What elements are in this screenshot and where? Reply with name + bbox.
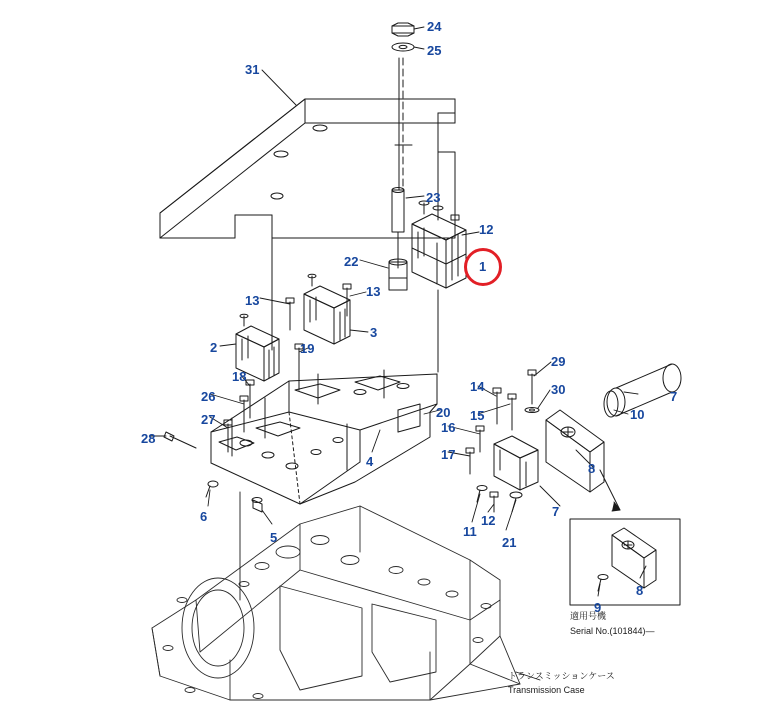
part-1-valve-assembly xyxy=(412,201,466,288)
part-8-filter-inset xyxy=(612,528,656,588)
callout-2: 2 xyxy=(210,340,218,355)
callout-18: 18 xyxy=(232,369,247,384)
callout-31: 31 xyxy=(245,62,260,77)
callout-19: 19 xyxy=(300,341,315,356)
callout-12: 12 xyxy=(479,222,494,237)
transmission-case-caption-en: Transmission Case xyxy=(508,685,585,695)
part-23-stud xyxy=(392,58,404,268)
callout-26: 26 xyxy=(201,389,216,404)
part-24-nut xyxy=(392,23,414,36)
part-13-bolt-b xyxy=(286,298,294,330)
callout-25: 25 xyxy=(427,43,442,58)
callout-15: 15 xyxy=(470,408,485,423)
transmission-case-caption-jp: トランスミッションケース xyxy=(508,672,615,682)
part-5-plug xyxy=(252,498,262,513)
serial-note-en: Serial No.(101844)— xyxy=(570,626,655,636)
callout-13: 13 xyxy=(366,284,381,299)
callout-30: 30 xyxy=(551,382,566,397)
part-26-bolt xyxy=(240,396,248,432)
callout-13: 13 xyxy=(245,293,260,308)
callout-8: 8 xyxy=(636,583,644,598)
part-16-bolt xyxy=(476,426,484,452)
callout-27: 27 xyxy=(201,412,216,427)
callout-14: 14 xyxy=(470,379,485,394)
leader-lines xyxy=(150,27,646,680)
callout-9: 9 xyxy=(594,600,602,615)
part-12-bolt-lower xyxy=(490,492,498,512)
callout-24: 24 xyxy=(427,19,442,34)
callout-6: 6 xyxy=(200,509,208,524)
callout-17: 17 xyxy=(441,447,456,462)
callout-16: 16 xyxy=(441,420,456,435)
callout-23: 23 xyxy=(426,190,441,205)
part-28-bolt xyxy=(164,432,196,448)
callout-7: 7 xyxy=(552,504,560,519)
callout-29: 29 xyxy=(551,354,566,369)
callout-1-label: 1 xyxy=(479,259,487,274)
part-20-bracket xyxy=(398,404,420,432)
part-12-bolt-top xyxy=(451,215,459,235)
callout-4: 4 xyxy=(366,454,374,469)
part-4-valve-body xyxy=(211,370,437,504)
callout-21: 21 xyxy=(502,535,517,550)
part-8-filter xyxy=(546,410,604,492)
part-6-plug xyxy=(206,481,218,497)
callout-22: 22 xyxy=(344,254,359,269)
callout-28: 28 xyxy=(141,431,156,446)
callout-20: 20 xyxy=(436,405,451,420)
callout-3: 3 xyxy=(370,325,378,340)
part-30-washer xyxy=(525,408,539,413)
callout-12: 12 xyxy=(481,513,496,528)
callout-10: 10 xyxy=(630,407,645,422)
callout-8: 8 xyxy=(588,461,596,476)
part-25-washer xyxy=(392,43,414,51)
serial-inset-box xyxy=(570,519,680,605)
callout-5: 5 xyxy=(270,530,278,545)
part-15-bolt xyxy=(508,394,516,430)
part-17-bolt xyxy=(466,448,474,474)
serial-note-jp: 適用号機 xyxy=(570,612,607,622)
callout-7: 7 xyxy=(670,389,678,404)
callout-11: 11 xyxy=(463,524,477,539)
part-31-cover-plate xyxy=(160,99,455,238)
part-14-bolt xyxy=(493,388,501,424)
